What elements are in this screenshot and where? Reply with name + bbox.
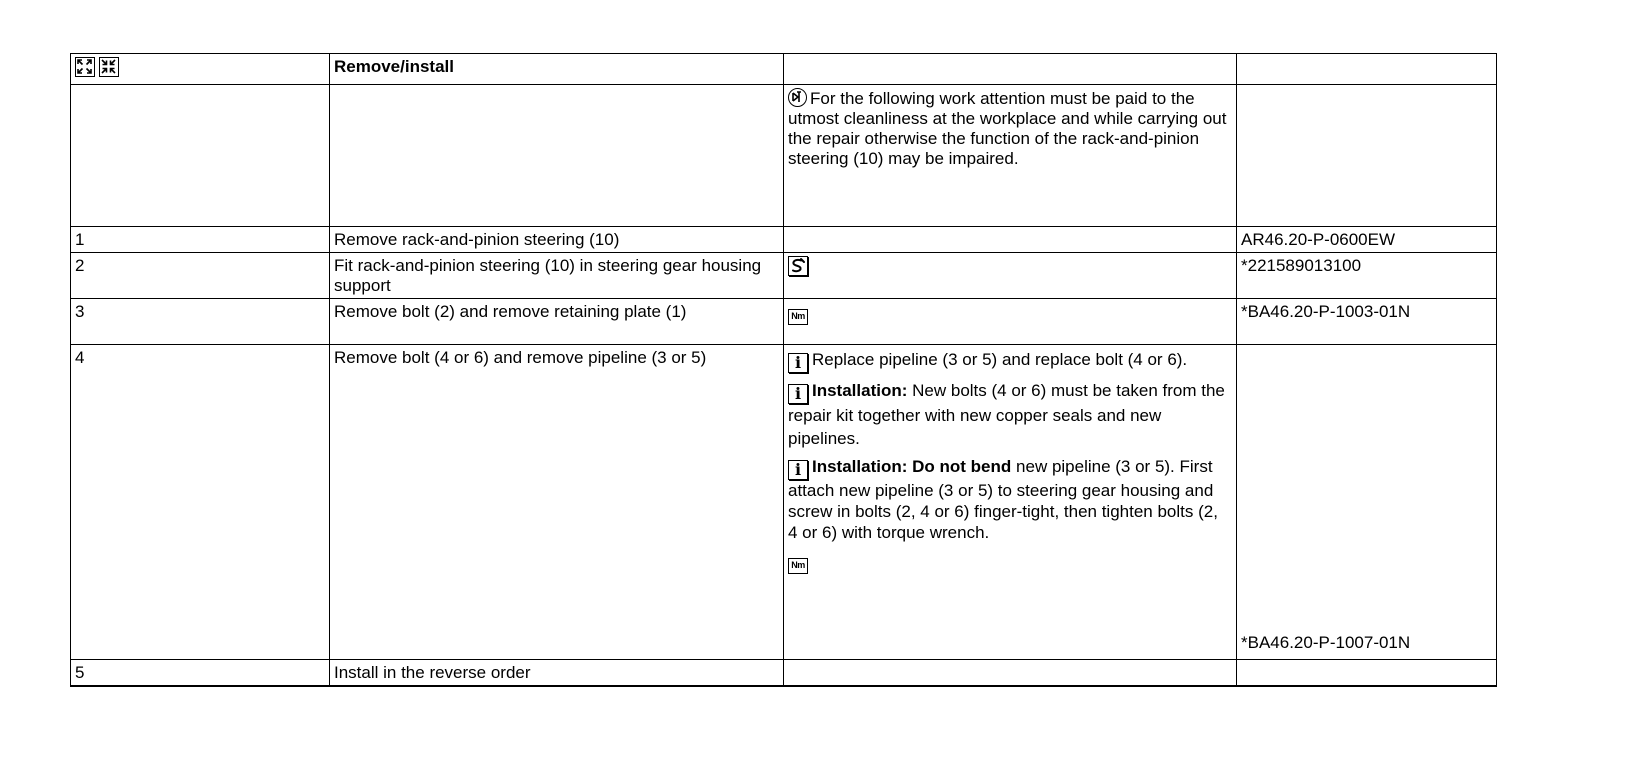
header-icons-cell: [71, 54, 330, 85]
step-reference-link[interactable]: *BA46.20-P-1003-01N: [1237, 299, 1497, 345]
info-text: new pipeline (3 or 5). First attach new pipeline (3 or 5) to steering gear housing and screw in bolts (2, 4 or 6) finger-tight, then tighten bolts (2, 4 or 6) with torque wrench.: [788, 457, 1218, 542]
step-number: 3: [71, 299, 330, 345]
info-note: [788, 379, 1232, 450]
procedure-table: [70, 53, 1497, 687]
step-reference-link[interactable]: *BA46.20-P-1007-01N: [1241, 633, 1411, 652]
special-tool-icon[interactable]: [788, 256, 808, 276]
table-row: [71, 345, 1497, 660]
step-action: Install in the reverse order: [330, 660, 784, 687]
info-icon: i: [788, 460, 808, 480]
step-reference-link[interactable]: AR46.20-P-0600EW: [1237, 227, 1497, 253]
info-emphasis: Do not bend: [912, 457, 1012, 476]
step-number: 1: [71, 227, 330, 253]
info-icon: i: [788, 353, 808, 373]
step-reference-cell: [1237, 345, 1497, 660]
info-text: Replace pipeline (3 or 5) and replace bolt (4 or 6).: [812, 350, 1188, 369]
step-number: 5: [71, 660, 330, 687]
table-row: [71, 299, 1497, 345]
info-icon: i: [788, 384, 808, 404]
table-row: [71, 227, 1497, 253]
header-empty-cell: [1237, 54, 1497, 85]
info-label: Installation:: [812, 457, 908, 476]
table-row: [71, 253, 1497, 299]
notice-cell: [784, 85, 1237, 227]
step-action: Fit rack-and-pinion steering (10) in steering gear housing support: [330, 253, 784, 299]
step-reference-link[interactable]: *221589013100: [1237, 253, 1497, 299]
notice-text: For the following work attention must be paid to the utmost cleanliness at the workplace and while carrying out the repair otherwise the function of the rack-and-pinion steering (10) may be impaired.: [788, 89, 1227, 168]
step-action: Remove bolt (4 or 6) and remove pipeline (3 or 5): [330, 345, 784, 660]
collapse-all-icon[interactable]: [99, 57, 119, 77]
header-empty-cell: [784, 54, 1237, 85]
info-text: New bolts (4 or 6) must be taken from the repair kit together with new copper seals and new pipelines.: [788, 381, 1225, 448]
info-note: [788, 348, 1232, 373]
step-symbol-cell: [784, 299, 1237, 345]
expand-all-icon[interactable]: [75, 57, 95, 77]
section-title: Remove/install: [334, 57, 454, 76]
header-title-cell: [330, 54, 784, 85]
step-info-cell: [784, 345, 1237, 660]
step-action: Remove bolt (2) and remove retaining plate (1): [330, 299, 784, 345]
step-symbol-cell: [784, 253, 1237, 299]
torque-nm-icon[interactable]: Nm: [788, 309, 808, 325]
notice-row: [71, 85, 1497, 227]
info-note: [788, 456, 1232, 543]
step-action: Remove rack-and-pinion steering (10): [330, 227, 784, 253]
note-icon: [788, 88, 807, 107]
table-row: [71, 660, 1497, 687]
torque-symbol-line: [788, 549, 1232, 574]
header-row: [71, 54, 1497, 85]
info-label: Installation:: [812, 381, 908, 400]
step-number: 2: [71, 253, 330, 299]
step-number: 4: [71, 345, 330, 660]
torque-nm-icon[interactable]: Nm: [788, 558, 808, 574]
